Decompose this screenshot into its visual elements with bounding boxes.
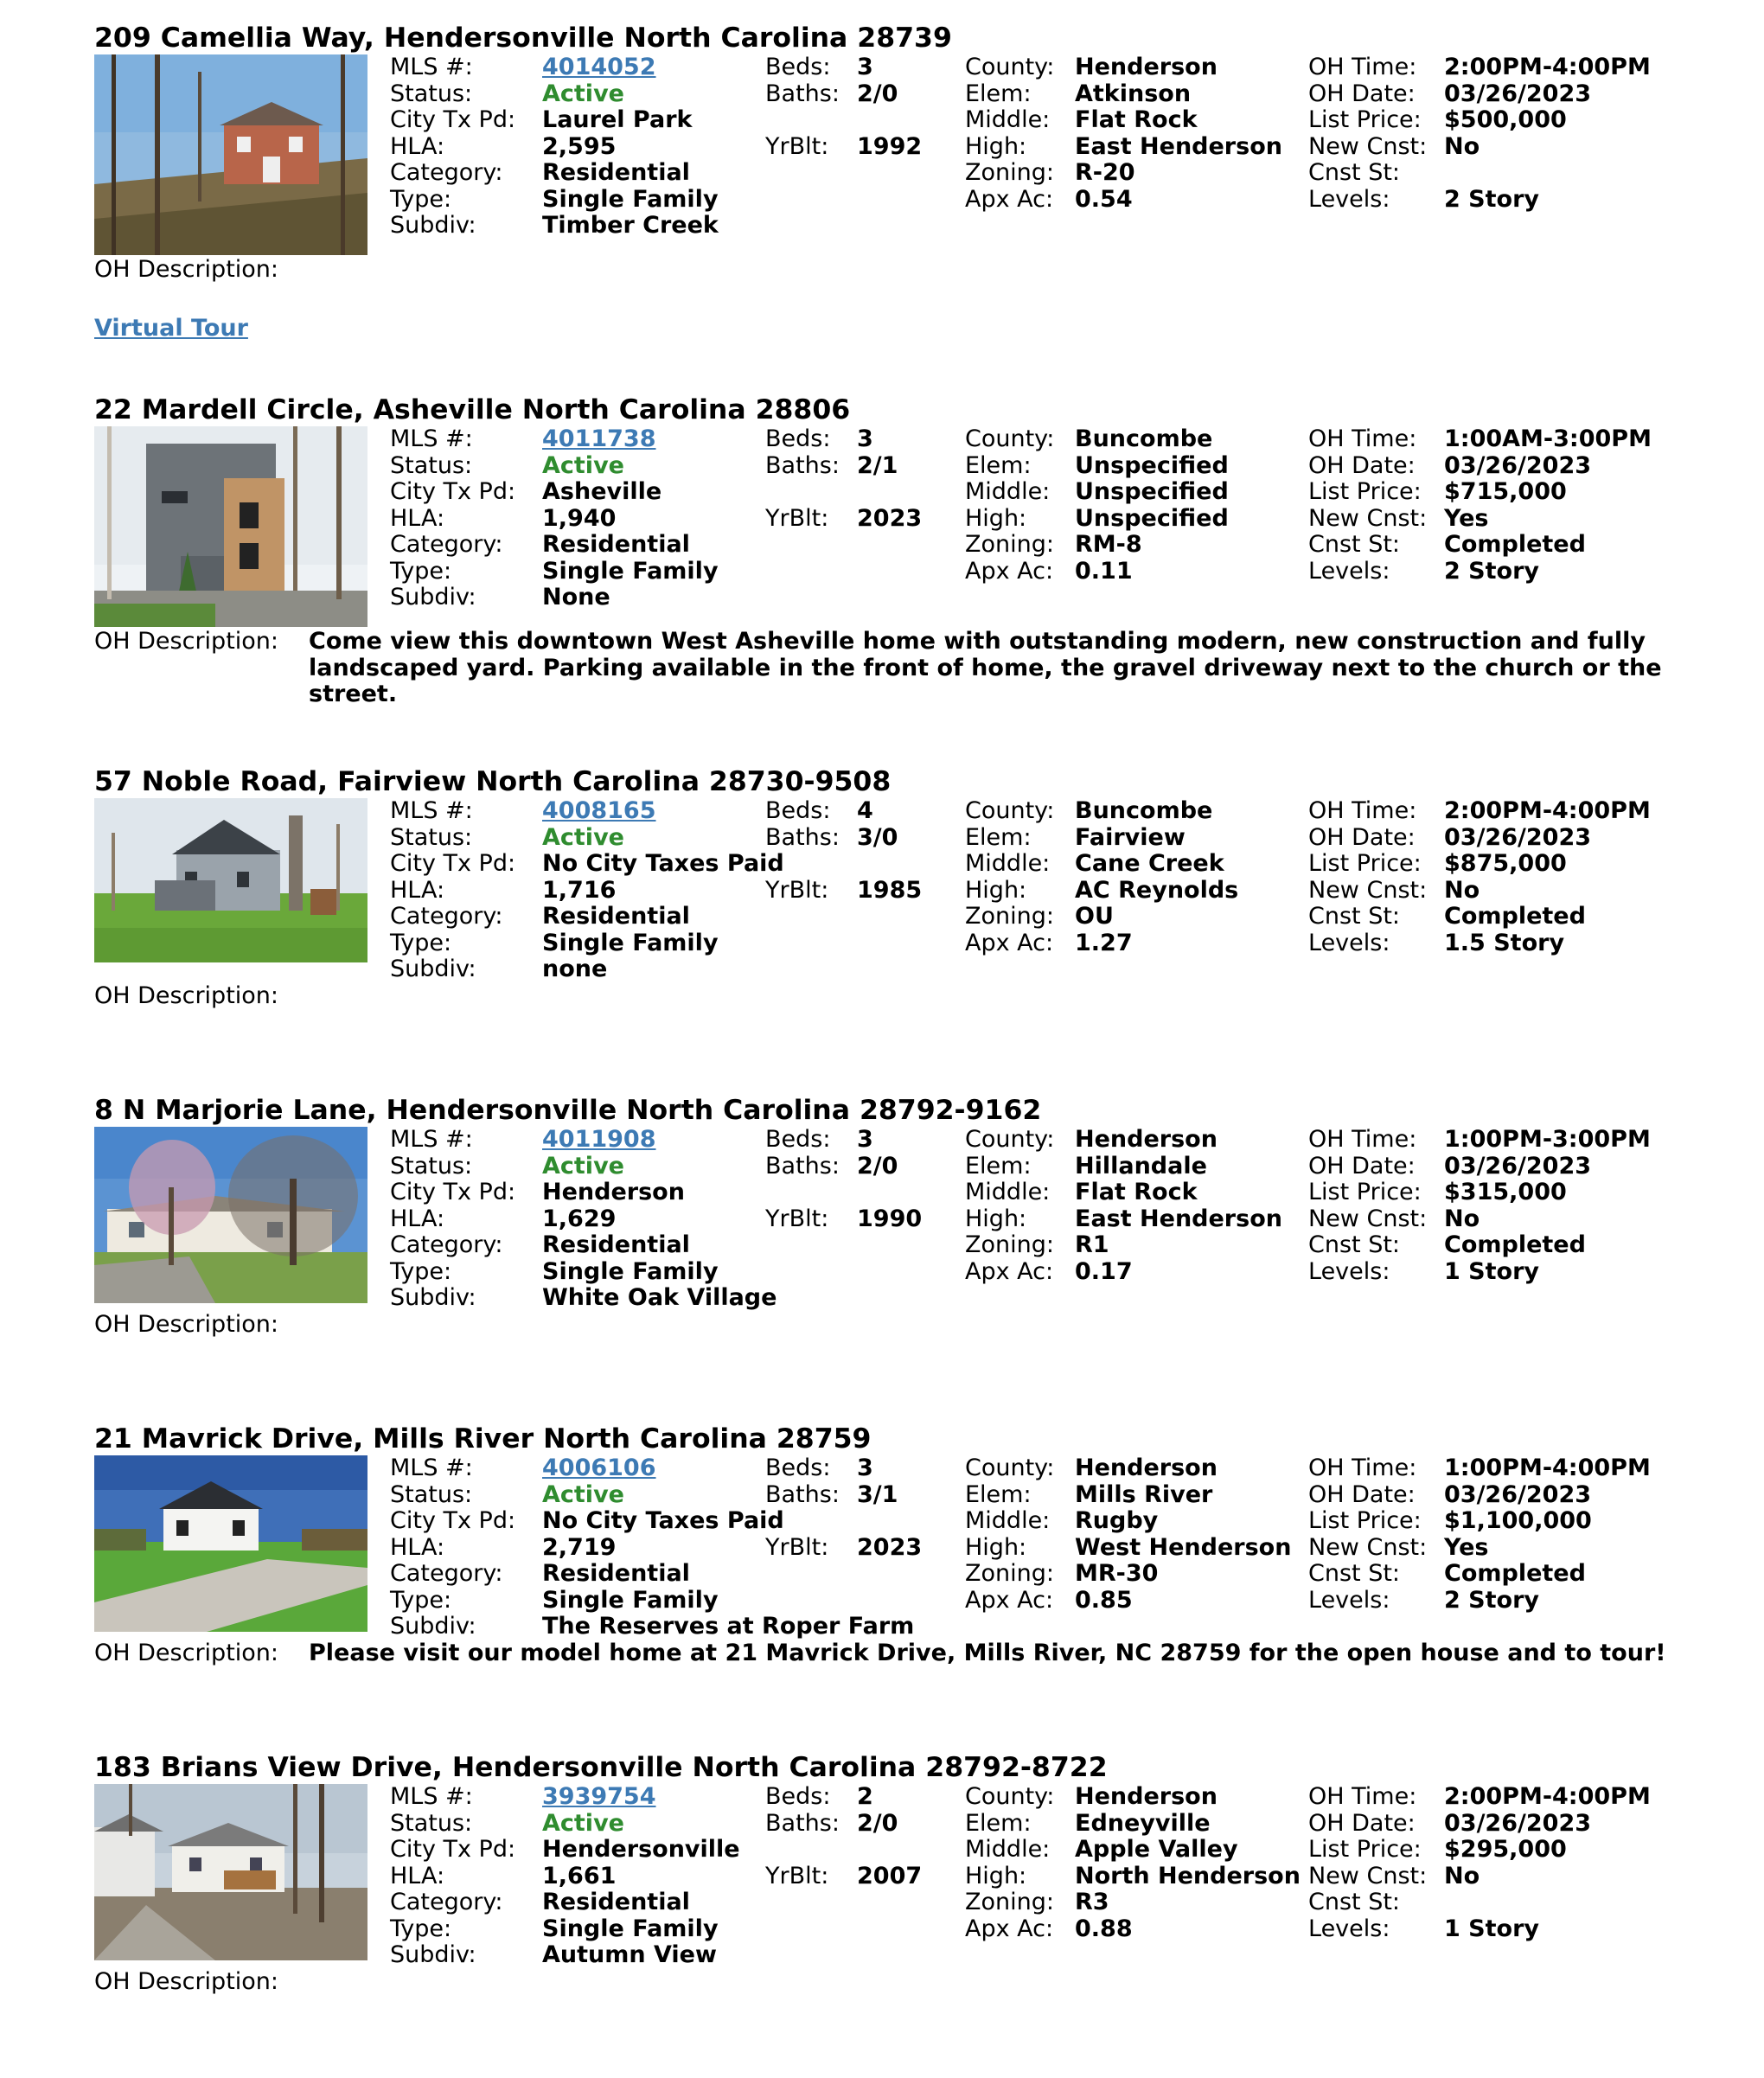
baths-label: Baths: [765,823,840,851]
listing-photo[interactable] [94,54,368,255]
listing-address: 209 Camellia Way, Hendersonville North Carolina 28739 [94,22,952,54]
virtual-tour-link[interactable]: Virtual Tour [94,315,248,342]
zoning-value: OU [1075,903,1114,930]
apxac-label: Apx Ac: [965,185,1054,213]
county-value: Henderson [1075,1455,1218,1481]
listing-address: 57 Noble Road, Fairview North Carolina 28730-9508 [94,766,892,797]
oh-description-label: OH Description: [94,1639,279,1666]
middle-value: Rugby [1075,1507,1159,1534]
beds-label: Beds: [765,1455,831,1481]
baths-label: Baths: [765,1152,840,1180]
county-value: Henderson [1075,1783,1218,1810]
listing-card [0,1749,1764,2078]
baths-label: Baths: [765,1809,840,1837]
subdiv-value: White Oak Village [542,1284,777,1311]
ohdate-label: OH Date: [1308,823,1416,851]
zoning-value: R-20 [1075,159,1135,186]
type-value: Single Family [542,557,719,585]
mls-label: MLS #: [390,1126,473,1153]
county-label: County: [965,1783,1055,1810]
apxac-label: Apx Ac: [965,1257,1054,1285]
price-value: $295,000 [1444,1836,1567,1863]
apxac-value: 0.17 [1075,1257,1133,1285]
yrblt-value: 2007 [857,1862,923,1889]
middle-value: Unspecified [1075,478,1229,505]
levels-value: 1.5 Story [1444,929,1565,956]
middle-value: Flat Rock [1075,1179,1198,1205]
yrblt-label: YrBlt: [765,504,829,532]
beds-value: 3 [857,1455,873,1481]
city-value: No City Taxes Paid [542,1507,784,1534]
baths-value: 2/0 [857,1809,898,1837]
price-label: List Price: [1308,106,1422,133]
oh-description-label: OH Description: [94,1967,279,1995]
category-value: Residential [542,1889,690,1915]
listing-card [0,1092,1764,1421]
newcnst-value: No [1444,1205,1480,1232]
category-label: Category: [390,903,503,930]
status-label: Status: [390,1809,473,1837]
yrblt-value: 1992 [857,132,923,160]
high-value: West Henderson [1075,1533,1292,1561]
zoning-value: R3 [1075,1889,1109,1915]
type-value: Single Family [542,1915,719,1942]
cnstst-value: Completed [1444,1560,1586,1587]
ohdate-value: 03/26/2023 [1444,1480,1592,1508]
city-label: City Tx Pd: [390,1179,516,1205]
county-label: County: [965,1455,1055,1481]
city-label: City Tx Pd: [390,478,516,505]
newcnst-label: New Cnst: [1308,1205,1428,1232]
subdiv-value: Timber Creek [542,212,719,239]
status-value: Active [542,1152,624,1180]
type-value: Single Family [542,1586,719,1614]
ohtime-label: OH Time: [1308,54,1417,80]
price-label: List Price: [1308,850,1422,877]
category-label: Category: [390,531,503,558]
elem-label: Elem: [965,1152,1032,1180]
cnstst-label: Cnst St: [1308,1231,1401,1258]
middle-value: Cane Creek [1075,850,1224,877]
house-photo-image [94,1784,368,1960]
beds-label: Beds: [765,1126,831,1153]
oh-description-text: Come view this downtown West Asheville home with outstanding modern, new construction and fully landscaped yard. Parking available in the front of home, the gravel driveway next to the church or the street. [309,628,1662,707]
baths-value: 2/1 [857,451,898,479]
listing-address: 8 N Marjorie Lane, Hendersonville North Carolina 28792-9162 [94,1095,1042,1126]
zoning-label: Zoning: [965,903,1054,930]
category-label: Category: [390,1560,503,1587]
levels-label: Levels: [1308,557,1390,585]
status-label: Status: [390,80,473,107]
listing-address: 183 Brians View Drive, Hendersonville North Carolina 28792-8722 [94,1752,1108,1783]
listing-card [0,20,1764,348]
city-label: City Tx Pd: [390,1507,516,1534]
price-label: List Price: [1308,478,1422,505]
ohdate-value: 03/26/2023 [1444,823,1592,851]
high-value: Unspecified [1075,504,1229,532]
high-value: AC Reynolds [1075,876,1239,904]
ohtime-value: 1:00PM-4:00PM [1444,1455,1651,1481]
city-value: No City Taxes Paid [542,850,784,877]
city-label: City Tx Pd: [390,1836,516,1863]
apxac-label: Apx Ac: [965,929,1054,956]
oh-description-label: OH Description: [94,256,279,283]
apxac-value: 0.85 [1075,1586,1133,1614]
hla-value: 1,716 [542,876,617,904]
subdiv-label: Subdiv: [390,1284,476,1311]
cnstst-label: Cnst St: [1308,1889,1401,1915]
hla-value: 1,940 [542,504,617,532]
apxac-value: 0.54 [1075,185,1133,213]
zoning-label: Zoning: [965,159,1054,186]
category-value: Residential [542,1231,690,1258]
city-label: City Tx Pd: [390,106,516,133]
yrblt-value: 2023 [857,1533,923,1561]
listing-photo[interactable] [94,1784,368,1960]
levels-value: 2 Story [1444,1586,1540,1614]
levels-label: Levels: [1308,1915,1390,1942]
city-value: Asheville [542,478,662,505]
middle-label: Middle: [965,478,1051,505]
newcnst-label: New Cnst: [1308,1533,1428,1561]
oh-description-label: OH Description: [94,1310,279,1338]
baths-label: Baths: [765,451,840,479]
subdiv-label: Subdiv: [390,212,476,239]
elem-value: Hillandale [1075,1152,1207,1180]
county-label: County: [965,797,1055,824]
elem-value: Edneyville [1075,1809,1211,1837]
mls-label: MLS #: [390,1455,473,1481]
levels-label: Levels: [1308,1257,1390,1285]
subdiv-value: None [542,584,610,611]
status-label: Status: [390,1480,473,1508]
beds-label: Beds: [765,425,831,452]
price-value: $500,000 [1444,106,1567,133]
zoning-value: R1 [1075,1231,1109,1258]
yrblt-label: YrBlt: [765,1205,829,1232]
listing-card [0,1421,1764,1749]
newcnst-value: No [1444,132,1480,160]
status-value: Active [542,1480,624,1508]
oh-description-label: OH Description: [94,981,279,1009]
ohdate-value: 03/26/2023 [1444,1152,1592,1180]
mls-number-link[interactable]: 4008165 [542,797,656,824]
high-value: East Henderson [1075,132,1282,160]
newcnst-value: No [1444,876,1480,904]
hla-label: HLA: [390,132,445,160]
hla-value: 1,661 [542,1862,617,1889]
price-label: List Price: [1308,1836,1422,1863]
status-label: Status: [390,1152,473,1180]
yrblt-label: YrBlt: [765,1533,829,1561]
elem-label: Elem: [965,1809,1032,1837]
ohtime-value: 2:00PM-4:00PM [1444,1783,1651,1810]
cnstst-label: Cnst St: [1308,531,1401,558]
category-value: Residential [542,159,690,186]
house-photo-image [94,54,368,255]
cnstst-value: Completed [1444,531,1586,558]
mls-label: MLS #: [390,1783,473,1810]
listing-photo[interactable] [94,1127,368,1303]
city-value: Hendersonville [542,1836,740,1863]
high-label: High: [965,504,1027,532]
beds-value: 4 [857,797,873,824]
middle-label: Middle: [965,1179,1051,1205]
elem-value: Atkinson [1075,80,1192,107]
newcnst-label: New Cnst: [1308,504,1428,532]
baths-label: Baths: [765,1480,840,1508]
price-value: $315,000 [1444,1179,1567,1205]
listing-address: 21 Mavrick Drive, Mills River North Carolina 28759 [94,1423,872,1455]
hla-label: HLA: [390,1533,445,1561]
status-label: Status: [390,823,473,851]
oh-description-label: OH Description: [94,628,279,655]
county-value: Henderson [1075,54,1218,80]
subdiv-label: Subdiv: [390,1613,476,1640]
listing-photo[interactable] [94,798,368,962]
county-value: Buncombe [1075,425,1213,452]
ohdate-label: OH Date: [1308,451,1416,479]
status-value: Active [542,823,624,851]
status-label: Status: [390,451,473,479]
hla-label: HLA: [390,1862,445,1889]
ohtime-value: 1:00PM-3:00PM [1444,1126,1651,1153]
newcnst-value: Yes [1444,1533,1489,1561]
ohtime-label: OH Time: [1308,425,1417,452]
type-value: Single Family [542,185,719,213]
listing-photo[interactable] [94,1455,368,1632]
levels-value: 1 Story [1444,1257,1540,1285]
ohtime-value: 2:00PM-4:00PM [1444,54,1651,80]
ohdate-label: OH Date: [1308,1480,1416,1508]
ohdate-label: OH Date: [1308,80,1416,107]
baths-label: Baths: [765,80,840,107]
levels-label: Levels: [1308,185,1390,213]
levels-label: Levels: [1308,929,1390,956]
newcnst-label: New Cnst: [1308,132,1428,160]
beds-value: 3 [857,54,873,80]
mls-number-link[interactable]: 3939754 [542,1783,656,1810]
levels-value: 2 Story [1444,557,1540,585]
category-label: Category: [390,159,503,186]
status-value: Active [542,1809,624,1837]
yrblt-label: YrBlt: [765,132,829,160]
category-label: Category: [390,1231,503,1258]
zoning-value: RM-8 [1075,531,1142,558]
mls-label: MLS #: [390,425,473,452]
price-value: $875,000 [1444,850,1567,877]
middle-label: Middle: [965,850,1051,877]
levels-value: 2 Story [1444,185,1540,213]
yrblt-value: 1990 [857,1205,923,1232]
beds-label: Beds: [765,797,831,824]
beds-value: 3 [857,425,873,452]
listing-card [0,764,1764,1092]
hla-value: 2,719 [542,1533,617,1561]
cnstst-label: Cnst St: [1308,159,1401,186]
high-label: High: [965,1862,1027,1889]
county-value: Buncombe [1075,797,1213,824]
subdiv-value: The Reserves at Roper Farm [542,1613,915,1640]
beds-label: Beds: [765,1783,831,1810]
oh-description-text: Please visit our model home at 21 Mavrick Drive, Mills River, NC 28759 for the open house and to tour! [309,1639,1666,1666]
county-value: Henderson [1075,1126,1218,1153]
category-label: Category: [390,1889,503,1915]
cnstst-value: Completed [1444,903,1586,930]
zoning-label: Zoning: [965,1231,1054,1258]
type-label: Type: [390,1586,452,1614]
baths-value: 3/1 [857,1480,898,1508]
city-label: City Tx Pd: [390,850,516,877]
category-value: Residential [542,1560,690,1587]
elem-label: Elem: [965,80,1032,107]
city-value: Laurel Park [542,106,693,133]
house-photo-image [94,1455,368,1632]
levels-label: Levels: [1308,1586,1390,1614]
elem-value: Fairview [1075,823,1186,851]
cnstst-value: Completed [1444,1231,1586,1258]
newcnst-label: New Cnst: [1308,1862,1428,1889]
elem-value: Unspecified [1075,451,1229,479]
subdiv-label: Subdiv: [390,1941,476,1968]
listing-photo[interactable] [94,426,368,627]
hla-value: 1,629 [542,1205,617,1232]
zoning-value: MR-30 [1075,1560,1159,1587]
house-photo-image [94,426,368,627]
status-value: Active [542,451,624,479]
ohdate-value: 03/26/2023 [1444,1809,1592,1837]
newcnst-value: No [1444,1862,1480,1889]
elem-label: Elem: [965,1480,1032,1508]
hla-label: HLA: [390,504,445,532]
listing-address: 22 Mardell Circle, Asheville North Carolina 28806 [94,394,851,425]
type-label: Type: [390,557,452,585]
high-value: East Henderson [1075,1205,1282,1232]
beds-label: Beds: [765,54,831,80]
category-value: Residential [542,531,690,558]
ohdate-label: OH Date: [1308,1152,1416,1180]
cnstst-label: Cnst St: [1308,903,1401,930]
house-photo-image [94,1127,368,1303]
subdiv-value: none [542,956,608,982]
hla-label: HLA: [390,876,445,904]
hla-label: HLA: [390,1205,445,1232]
high-label: High: [965,1205,1027,1232]
county-label: County: [965,425,1055,452]
ohtime-label: OH Time: [1308,1783,1417,1810]
zoning-label: Zoning: [965,1889,1054,1915]
subdiv-label: Subdiv: [390,584,476,611]
apxac-value: 0.88 [1075,1915,1133,1942]
type-label: Type: [390,1257,452,1285]
beds-value: 2 [857,1783,873,1810]
zoning-label: Zoning: [965,1560,1054,1587]
ohtime-label: OH Time: [1308,1455,1417,1481]
levels-value: 1 Story [1444,1915,1540,1942]
subdiv-label: Subdiv: [390,956,476,982]
listing-card [0,392,1764,720]
zoning-label: Zoning: [965,531,1054,558]
middle-label: Middle: [965,1507,1051,1534]
ohdate-label: OH Date: [1308,1809,1416,1837]
type-label: Type: [390,1915,452,1942]
cnstst-label: Cnst St: [1308,1560,1401,1587]
middle-value: Apple Valley [1075,1836,1238,1863]
middle-label: Middle: [965,1836,1051,1863]
apxac-label: Apx Ac: [965,1586,1054,1614]
county-label: County: [965,1126,1055,1153]
type-label: Type: [390,929,452,956]
apxac-value: 1.27 [1075,929,1133,956]
yrblt-label: YrBlt: [765,1862,829,1889]
high-label: High: [965,132,1027,160]
ohtime-value: 1:00AM-3:00PM [1444,425,1652,452]
ohtime-label: OH Time: [1308,797,1417,824]
ohdate-value: 03/26/2023 [1444,451,1592,479]
house-photo-image [94,798,368,962]
mls-number-link[interactable]: 4014052 [542,54,656,80]
high-label: High: [965,876,1027,904]
status-value: Active [542,80,624,107]
city-value: Henderson [542,1179,685,1205]
ohdate-value: 03/26/2023 [1444,80,1592,107]
elem-label: Elem: [965,451,1032,479]
ohtime-value: 2:00PM-4:00PM [1444,797,1651,824]
mls-number-link[interactable]: 4011908 [542,1126,656,1153]
apxac-label: Apx Ac: [965,1915,1054,1942]
elem-value: Mills River [1075,1480,1213,1508]
elem-label: Elem: [965,823,1032,851]
apxac-label: Apx Ac: [965,557,1054,585]
beds-value: 3 [857,1126,873,1153]
subdiv-value: Autumn View [542,1941,717,1968]
newcnst-label: New Cnst: [1308,876,1428,904]
hla-value: 2,595 [542,132,617,160]
price-label: List Price: [1308,1179,1422,1205]
middle-label: Middle: [965,106,1051,133]
apxac-value: 0.11 [1075,557,1133,585]
yrblt-label: YrBlt: [765,876,829,904]
baths-value: 2/0 [857,1152,898,1180]
mls-number-link[interactable]: 4011738 [542,425,656,452]
high-value: North Henderson [1075,1862,1301,1889]
county-label: County: [965,54,1055,80]
baths-value: 3/0 [857,823,898,851]
type-value: Single Family [542,929,719,956]
middle-value: Flat Rock [1075,106,1198,133]
ohtime-label: OH Time: [1308,1126,1417,1153]
mls-number-link[interactable]: 4006106 [542,1455,656,1481]
type-value: Single Family [542,1257,719,1285]
mls-label: MLS #: [390,54,473,80]
category-value: Residential [542,903,690,930]
mls-label: MLS #: [390,797,473,824]
yrblt-value: 2023 [857,504,923,532]
price-value: $1,100,000 [1444,1507,1592,1534]
yrblt-value: 1985 [857,876,923,904]
newcnst-value: Yes [1444,504,1489,532]
price-value: $715,000 [1444,478,1567,505]
type-label: Type: [390,185,452,213]
baths-value: 2/0 [857,80,898,107]
price-label: List Price: [1308,1507,1422,1534]
high-label: High: [965,1533,1027,1561]
